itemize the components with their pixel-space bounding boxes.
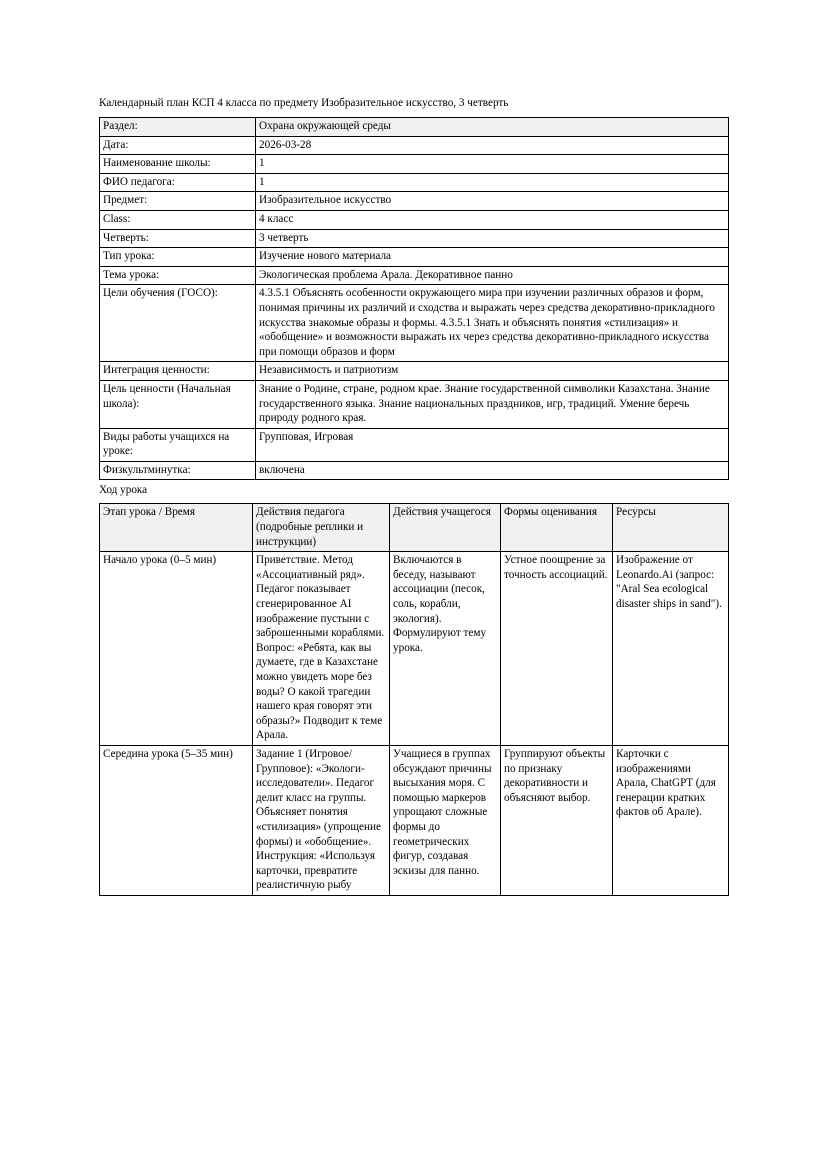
info-value-cell: включена — [256, 461, 729, 480]
info-value-cell: Знание о Родине, стране, родном крае. Знание государственной символики Казахстана. Знание государственного языка. Знание национальных праздников, игр, традиций. Умение беречь природу родного края. — [256, 380, 729, 428]
table-row — [100, 461, 729, 480]
cell-teacher-actions-text: Задание 1 (Игровое/Групповое): «Экологи-исследователи». Педагог делит класс на группы. Объясняет понятия «стилизация» (упрощение формы) и «обобщение». Инструкция: «Используя карточки, превратите реалистичную рыбу — [256, 747, 381, 892]
cell-teacher-actions — [253, 745, 390, 895]
lesson-info-table-body — [100, 118, 729, 480]
cell-stage — [100, 745, 253, 895]
info-value-cell: Охрана окружающей среды — [256, 118, 729, 137]
info-label-cell: Наименование школы: — [100, 155, 256, 174]
table-row — [100, 552, 729, 746]
table-row — [100, 118, 729, 137]
info-label-cell: Предмет: — [100, 192, 256, 211]
info-value-cell: Групповая, Игровая — [256, 428, 729, 461]
table-row — [100, 428, 729, 461]
info-label-cell: ФИО педагога: — [100, 173, 256, 192]
cell-student-actions-text: Учащиеся в группах обсуждают причины высыхания моря. С помощью маркеров упрощают сложные формы до геометрических фигур, создавая эскизы для панно. — [393, 747, 492, 877]
page-content — [99, 96, 728, 896]
table-row — [100, 248, 729, 267]
info-label-cell: Цель ценности (Начальная школа): — [100, 380, 256, 428]
lesson-flow-table-body — [100, 552, 729, 896]
table-row — [100, 173, 729, 192]
info-value-cell: 4 класс — [256, 210, 729, 229]
cell-assessment-text: Группируют объекты по признаку декоративности и объясняют выбор. — [504, 747, 606, 804]
info-label-cell: Четверть: — [100, 229, 256, 248]
cell-resources — [613, 745, 729, 895]
info-label-cell: Цели обучения (ГОСО): — [100, 285, 256, 362]
info-label-cell: Class: — [100, 210, 256, 229]
column-header-student-actions: Действия учащегося — [390, 504, 501, 552]
table-row — [100, 155, 729, 174]
column-header-assessment: Формы оценивания — [501, 504, 613, 552]
info-label-cell: Тип урока: — [100, 248, 256, 267]
table-row — [100, 229, 729, 248]
table-row — [100, 362, 729, 381]
lesson-flow-heading: Ход урока — [99, 484, 148, 497]
lesson-flow-table — [99, 503, 729, 895]
cell-stage-text: Середина урока (5–35 мин) — [103, 747, 233, 760]
cell-teacher-actions: Приветствие. Метод «Ассоциативный ряд». Педагог показывает сгенерированное AI изображение пустыни с заброшенными кораблями. Вопрос: «Ребята, как вы думаете, где в Казахстане можно увидеть море без воды? О какой трагедии нашего края говорят эти образы?» Подводит к теме Арала. — [253, 552, 390, 746]
info-value-cell: 3 четверть — [256, 229, 729, 248]
cell-assessment — [501, 745, 613, 895]
info-label-cell: Интеграция ценности: — [100, 362, 256, 381]
cell-assessment: Устное поощрение за точность ассоциаций. — [501, 552, 613, 746]
cell-resources-text: Карточки с изображениями Арала, ChatGPT (для генерации кратких фактов об Арале). — [616, 747, 716, 819]
table-row — [100, 192, 729, 211]
info-value-cell: 2026-03-28 — [256, 136, 729, 155]
info-value-cell: Экологическая проблема Арала. Декоративное панно — [256, 266, 729, 285]
page-title: Календарный план КСП 4 класса по предмету Изобразительное искусство, 3 четверть — [99, 97, 509, 109]
table-row — [100, 136, 729, 155]
table-row — [100, 266, 729, 285]
info-label-cell: Дата: — [100, 136, 256, 155]
cell-resources: Изображение от Leonardo.Ai (запрос: "Aral Sea ecological disaster ships in sand"). — [613, 552, 729, 746]
column-header-teacher-actions: Действия педагога (подробные реплики и инструкции) — [253, 504, 390, 552]
lesson-info-table — [99, 117, 729, 480]
column-header-stage: Этап урока / Время — [100, 504, 253, 552]
info-value-cell: 1 — [256, 155, 729, 174]
table-row — [100, 380, 729, 428]
table-row — [100, 285, 729, 362]
info-label-cell: Виды работы учащихся на уроке: — [100, 428, 256, 461]
info-label-cell: Тема урока: — [100, 266, 256, 285]
info-label-cell: Физкультминутка: — [100, 461, 256, 480]
info-value-cell: Изобразительное искусство — [256, 192, 729, 211]
cell-student-actions: Включаются в беседу, называют ассоциации (песок, соль, корабли, экология). Формулируют тему урока. — [390, 552, 501, 746]
table-row — [100, 210, 729, 229]
info-value-cell: 4.3.5.1 Объяснять особенности окружающего мира при изучении различных образов и форм, понимая причины их различий и сходства и выражать через средства декоративно-прикладного искусства знакомые образы и формы. 4.3.5.1 Знать и объяснять понятия «стилизация» и «обобщение» и возможности выражать их через средства декоративно-прикладного искусства при помощи образов и форм — [256, 285, 729, 362]
column-header-resources: Ресурсы — [613, 504, 729, 552]
table-header-row — [100, 504, 729, 552]
info-label-cell: Раздел: — [100, 118, 256, 137]
cell-stage: Начало урока (0–5 мин) — [100, 552, 253, 746]
info-value-cell: 1 — [256, 173, 729, 192]
table-row — [100, 745, 729, 895]
lesson-flow-table-head — [100, 504, 729, 552]
info-value-cell: Изучение нового материала — [256, 248, 729, 267]
cell-student-actions — [390, 745, 501, 895]
info-value-cell: Независимость и патриотизм — [256, 362, 729, 381]
